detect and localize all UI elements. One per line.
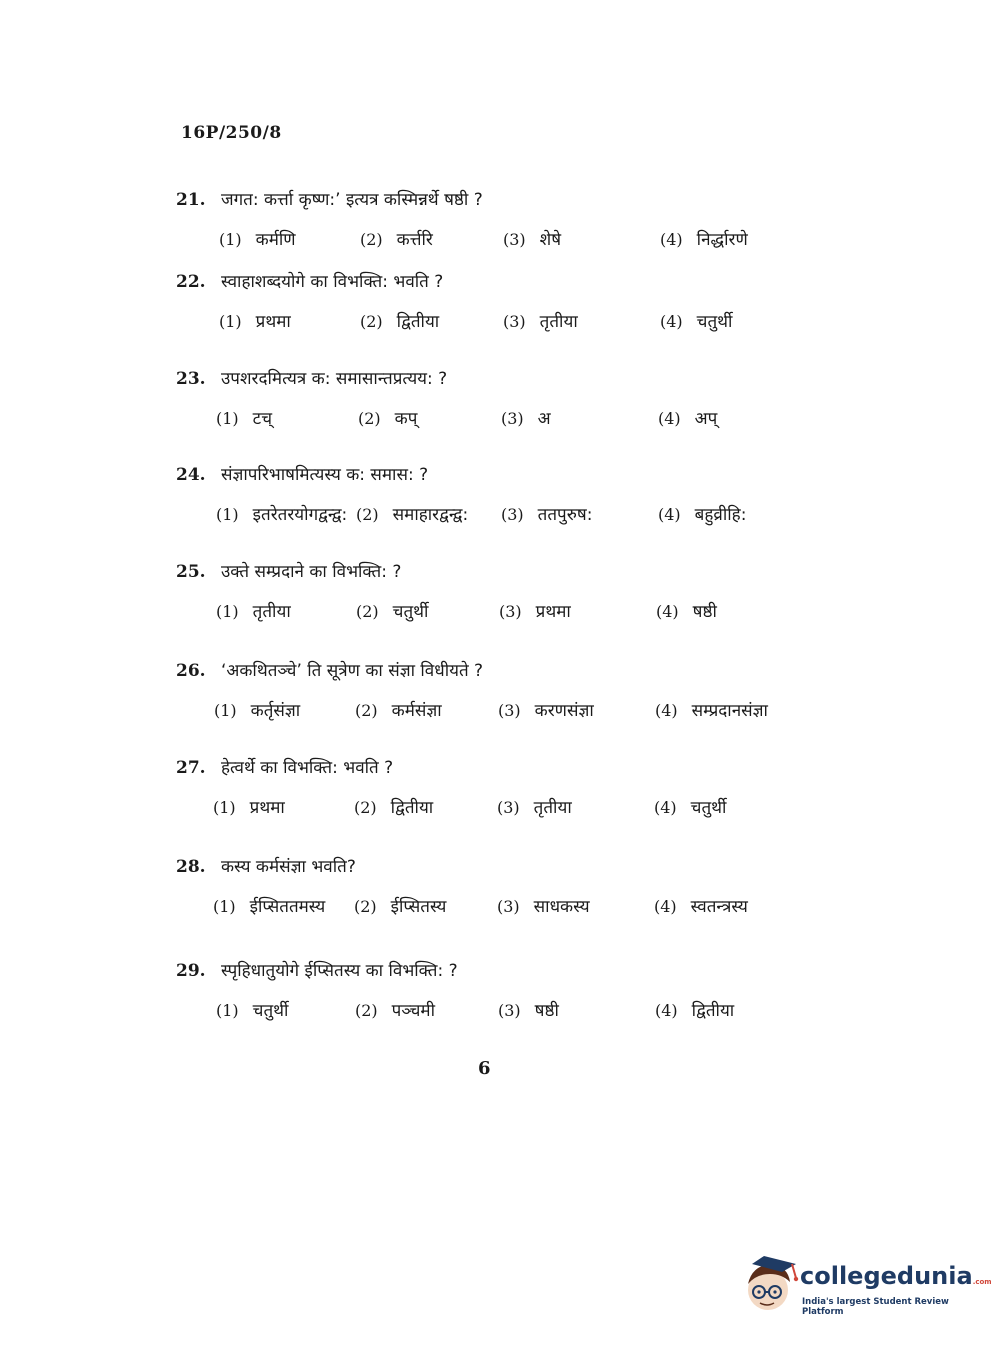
option-2 bbox=[360, 309, 439, 332]
option-text: शेषे bbox=[539, 230, 562, 250]
option-text: कर्त्तरि bbox=[396, 230, 433, 250]
option-text: तृतीया bbox=[533, 798, 572, 818]
option-3 bbox=[503, 309, 578, 332]
option-text: प्रथमा bbox=[535, 602, 571, 622]
option-number: (3) bbox=[503, 312, 526, 331]
option-2 bbox=[358, 406, 417, 429]
question-text: जगत: कर्त्ता कृष्ण:’ इत्यत्र कस्मिन्नर्थे षष्ठी ? bbox=[220, 190, 483, 210]
question-number: 25. bbox=[176, 562, 206, 582]
option-1 bbox=[213, 795, 285, 818]
option-1 bbox=[219, 309, 291, 332]
question-number: 24. bbox=[176, 465, 206, 485]
option-number: (4) bbox=[658, 505, 681, 524]
option-number: (4) bbox=[660, 312, 683, 331]
option-text: स्वतन्त्रस्य bbox=[690, 897, 748, 917]
question-number: 26. bbox=[176, 661, 206, 681]
options-row bbox=[0, 599, 1001, 629]
option-text: कर्मणि bbox=[255, 230, 296, 250]
option-number: (1) bbox=[216, 602, 239, 621]
option-text: ईप्सिततमस्य bbox=[249, 897, 326, 917]
option-number: (4) bbox=[660, 230, 683, 249]
option-text: सम्प्रदानसंज्ञा bbox=[691, 701, 768, 721]
option-text: प्रथमा bbox=[255, 312, 291, 332]
option-number: (2) bbox=[354, 798, 377, 817]
question-number: 28. bbox=[176, 857, 206, 877]
option-number: (1) bbox=[219, 312, 242, 331]
question-text: ‘अकथितञ्चे’ ति सूत्रेण का संज्ञा विधीयते ? bbox=[220, 661, 484, 681]
option-text: करणसंज्ञा bbox=[534, 701, 594, 721]
option-text: चतुर्थी bbox=[696, 312, 733, 332]
question-23 bbox=[0, 366, 1001, 456]
option-1 bbox=[216, 998, 288, 1021]
option-text: अ bbox=[537, 409, 551, 429]
question-22 bbox=[0, 269, 1001, 359]
page-number: 6 bbox=[478, 1058, 491, 1079]
option-number: (2) bbox=[358, 409, 381, 428]
option-number: (2) bbox=[355, 701, 378, 720]
question-text: स्पृहिधातुयोगे ईप्सितस्य का विभक्ति: ? bbox=[220, 961, 458, 981]
option-number: (2) bbox=[360, 230, 383, 249]
option-4 bbox=[660, 227, 748, 250]
option-2 bbox=[355, 698, 442, 721]
option-text: ईप्सितस्य bbox=[390, 897, 447, 917]
option-2 bbox=[354, 894, 446, 917]
option-2 bbox=[356, 599, 428, 622]
option-text: टच् bbox=[252, 409, 273, 429]
option-4 bbox=[655, 998, 734, 1021]
option-number: (1) bbox=[213, 798, 236, 817]
option-text: पञ्चमी bbox=[391, 1001, 435, 1021]
question-27 bbox=[0, 755, 1001, 845]
option-text: अप् bbox=[694, 409, 718, 429]
question-text: स्वाहाशब्दयोगे का विभक्ति: भवति ? bbox=[220, 272, 444, 292]
question-text: संज्ञापरिभाषमित्यस्य क: समास: ? bbox=[220, 465, 429, 485]
options-row bbox=[0, 502, 1001, 532]
option-text: कर्मसंज्ञा bbox=[391, 701, 442, 721]
option-number: (3) bbox=[497, 798, 520, 817]
option-3 bbox=[498, 698, 594, 721]
option-1 bbox=[214, 698, 300, 721]
option-text: चतुर्थी bbox=[392, 602, 429, 622]
option-text: निर्द्धारणे bbox=[696, 230, 748, 250]
option-text: षष्ठी bbox=[534, 1001, 559, 1021]
option-3 bbox=[501, 406, 551, 429]
option-number: (2) bbox=[360, 312, 383, 331]
options-row bbox=[0, 406, 1001, 436]
question-26 bbox=[0, 658, 1001, 748]
option-text: प्रथमा bbox=[249, 798, 285, 818]
option-4 bbox=[656, 599, 717, 622]
option-number: (3) bbox=[498, 1001, 521, 1020]
question-number: 21. bbox=[176, 190, 206, 210]
option-3 bbox=[499, 599, 571, 622]
question-21 bbox=[0, 187, 1001, 277]
question-number: 23. bbox=[176, 369, 206, 389]
option-1 bbox=[216, 502, 347, 525]
option-number: (1) bbox=[216, 1001, 239, 1020]
option-number: (4) bbox=[654, 798, 677, 817]
question-number: 29. bbox=[176, 961, 206, 981]
option-1 bbox=[216, 599, 291, 622]
option-text: ततपुरुष: bbox=[537, 505, 593, 525]
option-number: (3) bbox=[501, 409, 524, 428]
option-number: (3) bbox=[499, 602, 522, 621]
question-25 bbox=[0, 559, 1001, 649]
option-number: (2) bbox=[354, 897, 377, 916]
option-3 bbox=[497, 795, 572, 818]
question-29 bbox=[0, 958, 1001, 1048]
option-1 bbox=[216, 406, 272, 429]
option-number: (1) bbox=[219, 230, 242, 249]
option-2 bbox=[356, 502, 468, 525]
options-row bbox=[0, 698, 1001, 728]
option-2 bbox=[360, 227, 433, 250]
collegedunia-logo bbox=[742, 1250, 992, 1317]
question-text: उक्ते सम्प्रदाने का विभक्ति: ? bbox=[220, 562, 402, 582]
option-number: (2) bbox=[355, 1001, 378, 1020]
option-4 bbox=[660, 309, 732, 332]
question-text: उपशरदमित्यत्र क: समासान्तप्रत्यय: ? bbox=[220, 369, 448, 389]
question-24 bbox=[0, 462, 1001, 552]
option-3 bbox=[503, 227, 561, 250]
paper-code: 16P/250/8 bbox=[181, 123, 282, 143]
options-row bbox=[0, 998, 1001, 1028]
option-text: षष्ठी bbox=[692, 602, 717, 622]
option-3 bbox=[501, 502, 592, 525]
brand-suffix: .com bbox=[972, 1278, 992, 1286]
option-text: चतुर्थी bbox=[252, 1001, 289, 1021]
question-28 bbox=[0, 854, 1001, 944]
option-3 bbox=[497, 894, 590, 917]
option-number: (3) bbox=[498, 701, 521, 720]
brand-name: collegedunia.com bbox=[800, 1262, 992, 1290]
option-number: (1) bbox=[213, 897, 236, 916]
options-row bbox=[0, 309, 1001, 339]
option-1 bbox=[213, 894, 325, 917]
option-2 bbox=[354, 795, 433, 818]
option-text: द्वितीया bbox=[390, 798, 434, 818]
option-text: तृतीया bbox=[539, 312, 578, 332]
option-number: (4) bbox=[654, 897, 677, 916]
option-number: (3) bbox=[501, 505, 524, 524]
option-number: (4) bbox=[655, 1001, 678, 1020]
option-text: साधकस्य bbox=[533, 897, 590, 917]
question-number: 22. bbox=[176, 272, 206, 292]
option-2 bbox=[355, 998, 435, 1021]
option-number: (1) bbox=[216, 409, 239, 428]
option-3 bbox=[498, 998, 559, 1021]
option-number: (2) bbox=[356, 505, 379, 524]
option-text: बहुव्रीहि: bbox=[694, 505, 747, 525]
brand-tagline: India's largest Student Review Platform bbox=[802, 1297, 949, 1317]
option-text: इतरेतरयोगद्वन्द्व: bbox=[252, 505, 348, 525]
option-number: (4) bbox=[658, 409, 681, 428]
option-number: (1) bbox=[214, 701, 237, 720]
option-text: कर्तृसंज्ञा bbox=[250, 701, 301, 721]
option-text: द्वितीया bbox=[396, 312, 440, 332]
option-text: तृतीया bbox=[252, 602, 291, 622]
option-text: समाहारद्वन्द्व: bbox=[392, 505, 469, 525]
option-number: (4) bbox=[655, 701, 678, 720]
option-4 bbox=[655, 698, 768, 721]
question-number: 27. bbox=[176, 758, 206, 778]
option-4 bbox=[654, 894, 748, 917]
option-text: कप् bbox=[394, 409, 418, 429]
option-1 bbox=[219, 227, 296, 250]
option-4 bbox=[654, 795, 726, 818]
option-4 bbox=[658, 406, 717, 429]
question-text: कस्य कर्मसंज्ञा भवति? bbox=[220, 857, 356, 877]
option-number: (3) bbox=[497, 897, 520, 916]
options-row bbox=[0, 227, 1001, 257]
option-number: (4) bbox=[656, 602, 679, 621]
mascot-icon bbox=[742, 1250, 800, 1316]
option-number: (2) bbox=[356, 602, 379, 621]
option-text: चतुर्थी bbox=[690, 798, 727, 818]
option-number: (1) bbox=[216, 505, 239, 524]
question-text: हेत्वर्थे का विभक्ति: भवति ? bbox=[220, 758, 394, 778]
option-number: (3) bbox=[503, 230, 526, 249]
options-row bbox=[0, 894, 1001, 924]
option-4 bbox=[658, 502, 746, 525]
options-row bbox=[0, 795, 1001, 825]
option-text: द्वितीया bbox=[691, 1001, 735, 1021]
